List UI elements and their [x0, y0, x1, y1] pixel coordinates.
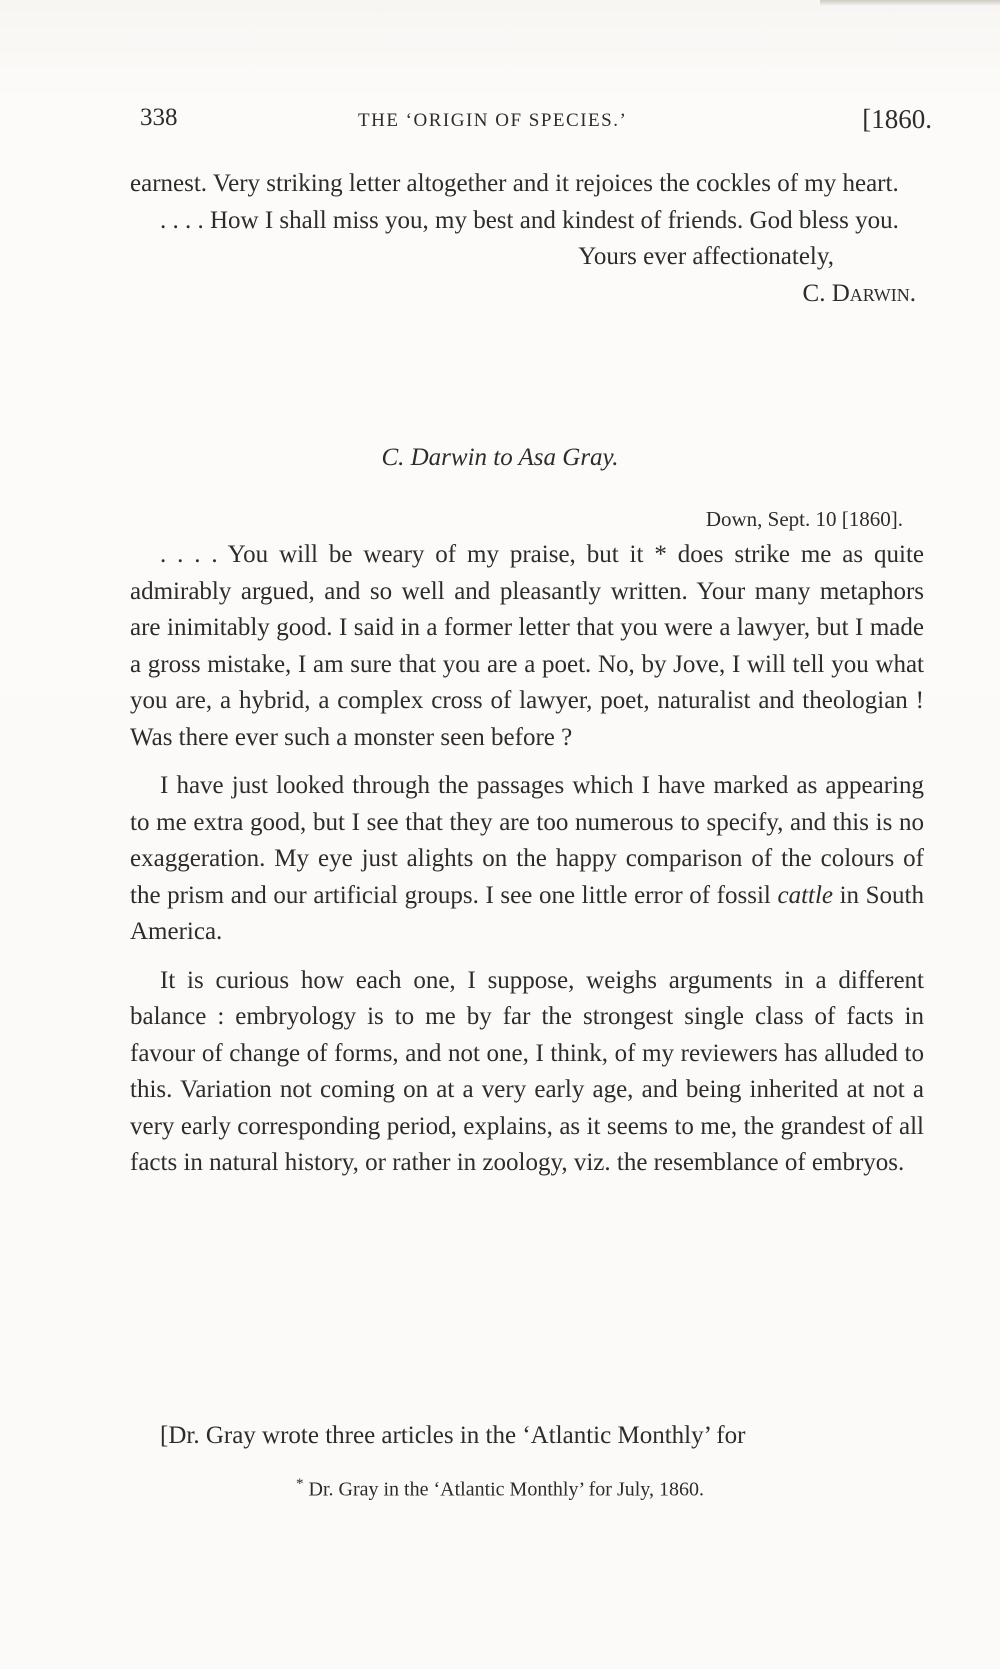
paragraph: earnest. Very striking letter altogether and it rejoices the cockles of my heart.: [130, 170, 899, 197]
footnote-text: Dr. Gray in the ‘Atlantic Monthly’ for July, 1860.: [308, 1478, 704, 1501]
editorial-note: [130, 1418, 924, 1455]
running-title: THE ‘ORIGIN OF SPECIES.’: [358, 110, 628, 131]
signature: C. Darwin.: [802, 279, 916, 307]
paragraph: . . . . You will be weary of my praise, but it * does strike me as quite admirably argued, and so well and pleasantly written. Your many metaphors are inimitably good. I said in a former letter that you were a lawyer, but I made a gross mistake, I am sure that you are a poet. No, by Jove, I will tell you what you are, a hybrid, a complex cross of lawyer, poet, naturalist and theologian ! Was there ever such a monster seen before ?: [130, 541, 924, 751]
paragraph: . . . . How I shall miss you, my best and kindest of friends. God bless you.: [160, 206, 899, 234]
dateline: Down, Sept. 10 [1860].: [705, 507, 903, 531]
page-edge-shadow: [820, 0, 1000, 6]
running-header: [140, 104, 938, 144]
letter-conclusion: [130, 166, 924, 312]
closing: Yours ever affectionately,: [578, 243, 834, 270]
header-year: [1860.: [862, 104, 932, 134]
page-number: 338: [140, 104, 178, 131]
letter-body: [130, 537, 924, 1182]
paragraph: [Dr. Gray wrote three articles in the ‘Atlantic Monthly’ for: [160, 1422, 746, 1449]
letter-heading: C. Darwin to Asa Gray.: [381, 444, 619, 471]
footnote-marker: *: [296, 1476, 304, 1492]
paragraph: [130, 768, 924, 951]
italic-word: cattle: [777, 881, 833, 909]
paragraph: It is curious how each one, I suppose, weighs arguments in a different balance : embryology is to me by far the strongest single class of facts in favour of change of forms, and not one, I think, of my reviewers has alluded to this. Variation not coming on at a very early age, and being inherited at not a very early corresponding period, explains, as it seems to me, the grandest of all facts in natural history, or rather in zoology, viz. the resemblance of embryos.: [130, 966, 924, 1176]
paragraph-text: I have just looked through the passages which I have marked as appearing to me extra good, but I see that they are too numerous to specify, and this is no exaggeration. My eye just alights on the happy comparison of the colours of the prism and our artificial groups. I see one little error of fossil: [130, 772, 924, 909]
paragraph-text: in South America.: [130, 881, 925, 945]
footnote: [0, 1476, 1000, 1502]
